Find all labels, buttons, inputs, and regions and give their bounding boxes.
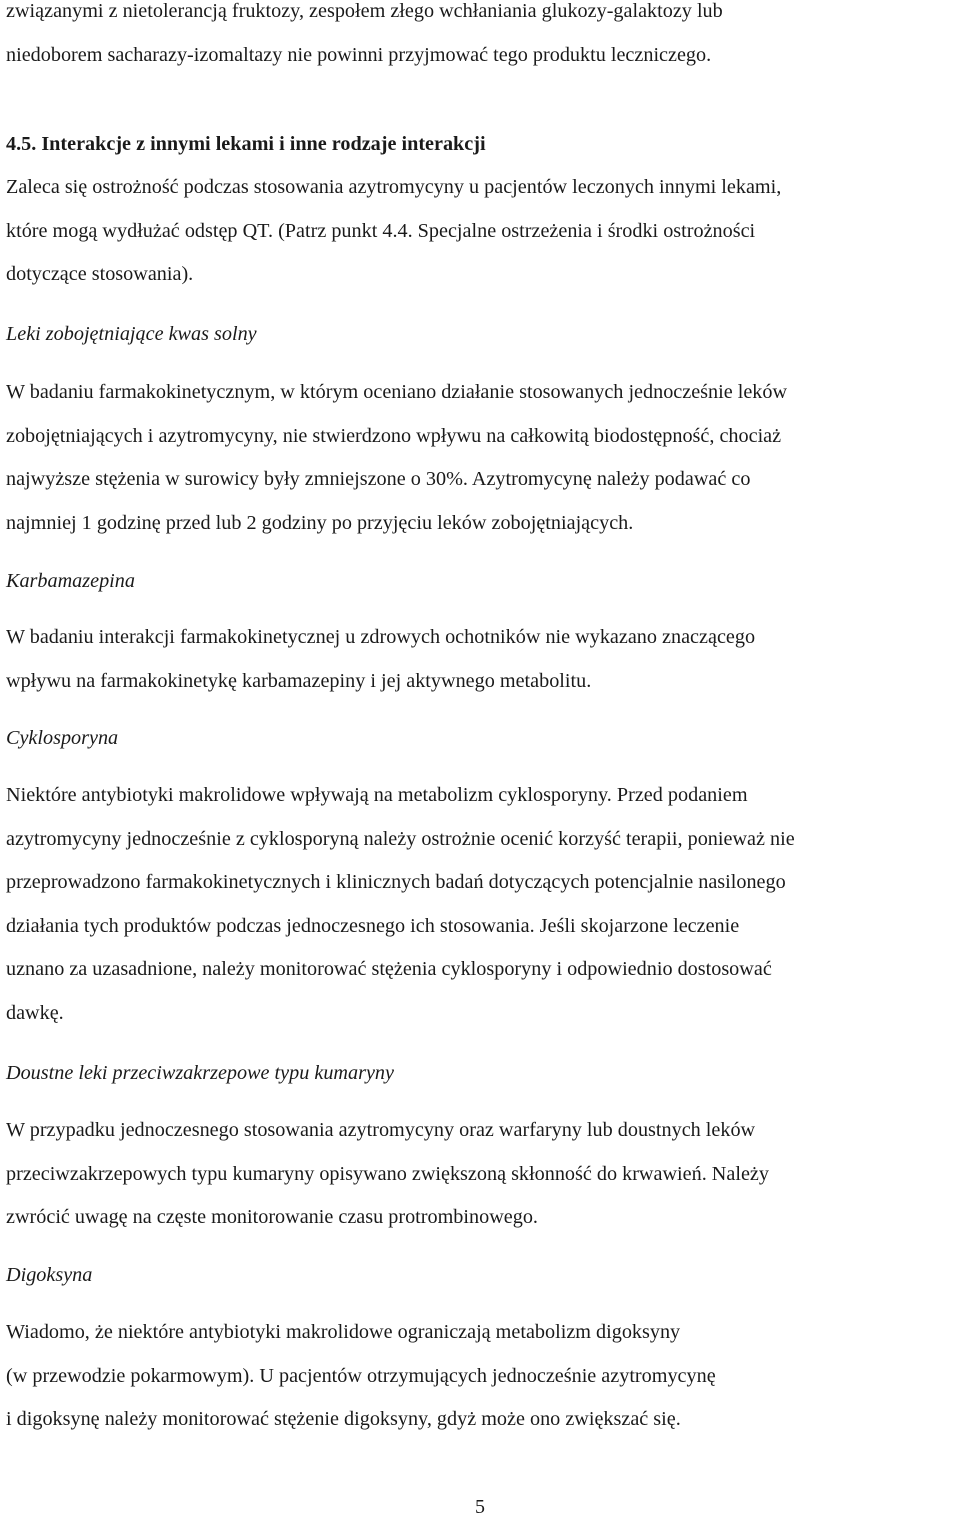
text-line: przeprowadzono farmakokinetycznych i klinicznych badań dotyczących potencjalnie nasilonego bbox=[6, 871, 786, 894]
subheading-anticoagulants: Doustne leki przeciwzakrzepowe typu kumaryny bbox=[6, 1062, 394, 1084]
text-line: które mogą wydłużać odstęp QT. (Patrz punkt 4.4. Specjalne ostrzeżenia i środki ostrożności bbox=[6, 219, 756, 242]
text-line: dawkę. bbox=[6, 1001, 64, 1024]
cyclosporine-paragraph bbox=[6, 774, 795, 1036]
text-line: Wiadomo, że niektóre antybiotyki makrolidowe ograniczają metabolizm digoksyny bbox=[6, 1321, 681, 1343]
text-line: dotyczące stosowania). bbox=[6, 263, 194, 286]
text-line: uznano za uzasadnione, należy monitorować stężenia cyklosporyny i odpowiednio dostosować bbox=[6, 958, 772, 981]
text-line: działania tych produktów podczas jednoczesnego ich stosowania. Jeśli skojarzone leczenie bbox=[6, 914, 740, 937]
text-line: azytromycyny jednocześnie z cyklosporyną należy ostrożnie ocenić korzyść terapii, ponieważ nie bbox=[6, 827, 795, 850]
subheading-carbamazepine: Karbamazepina bbox=[6, 570, 135, 592]
text-line: zwrócić uwagę na częste monitorowanie czasu protrombinowego. bbox=[6, 1206, 538, 1229]
text-line: i digoksynę należy monitorować stężenie digoksyny, gdyż może ono zwiększać się. bbox=[6, 1408, 681, 1431]
page-number: 5 bbox=[475, 1496, 485, 1518]
text-line: Niektóre antybiotyki makrolidowe wpływają na metabolizm cyklosporyny. Przed podaniem bbox=[6, 784, 748, 806]
antacids-paragraph bbox=[6, 371, 787, 545]
carbamazepine-paragraph bbox=[6, 616, 755, 703]
text-line: Zaleca się ostrożność podczas stosowania azytromycyny u pacjentów leczonych innymi lekami, bbox=[6, 176, 782, 198]
subheading-antacids: Leki zobojętniające kwas solny bbox=[6, 323, 257, 345]
text-line: najmniej 1 godzinę przed lub 2 godziny po przyjęciu leków zobojętniających. bbox=[6, 511, 634, 534]
text-line: W badaniu interakcji farmakokinetycznej u zdrowych ochotników nie wykazano znaczącego bbox=[6, 626, 756, 648]
text-line: W badaniu farmakokinetycznym, w którym oceniano działanie stosowanych jednocześnie leków bbox=[6, 381, 788, 403]
subheading-cyclosporine: Cyklosporyna bbox=[6, 727, 119, 749]
text-line: W przypadku jednoczesnego stosowania azytromycyny oraz warfaryny lub doustnych leków bbox=[6, 1119, 756, 1141]
subheading-digoxin: Digoksyna bbox=[6, 1264, 93, 1286]
text-line: niedoborem sacharazy-izomaltazy nie powinni przyjmować tego produktu leczniczego. bbox=[6, 43, 712, 66]
text-line: przeciwzakrzepowych typu kumaryny opisywano zwiększoną skłonność do krwawień. Należy bbox=[6, 1162, 769, 1185]
text-line: związanymi z nietolerancją fruktozy, zespołem złego wchłaniania glukozy-galaktozy lub bbox=[6, 0, 723, 22]
digoxin-paragraph bbox=[6, 1311, 716, 1442]
anticoagulants-paragraph bbox=[6, 1109, 769, 1240]
intro-paragraph bbox=[6, 0, 723, 77]
text-line: (w przewodzie pokarmowym). U pacjentów otrzymujących jednocześnie azytromycynę bbox=[6, 1364, 716, 1387]
text-line: zobojętniających i azytromycyny, nie stwierdzono wpływu na całkowitą biodostępność, chociaż bbox=[6, 424, 782, 447]
text-line: najwyższe stężenia w surowicy były zmniejszone o 30%. Azytromycynę należy podawać co bbox=[6, 468, 751, 491]
text-line: wpływu na farmakokinetykę karbamazepiny i jej aktywnego metabolitu. bbox=[6, 669, 592, 692]
section-heading: 4.5. Interakcje z innymi lekami i inne rodzaje interakcji bbox=[6, 133, 486, 155]
qt-warning-paragraph bbox=[6, 166, 781, 297]
